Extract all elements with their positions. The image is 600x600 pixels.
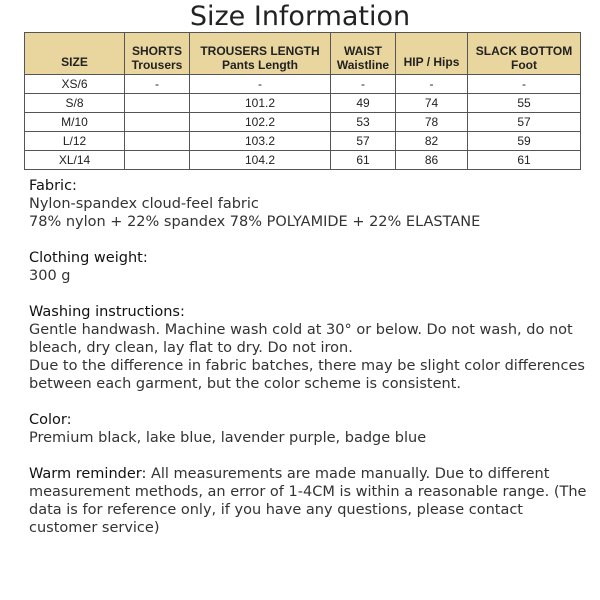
cell-hip: 82 [396,132,468,151]
weight-section [29,249,591,285]
cell-slack-bottom: - [468,75,581,94]
table-row [25,151,581,170]
cell-slack-bottom: 57 [468,113,581,132]
header-waist-line1: WAIST [344,44,382,58]
cell-trousers-length: 103.2 [190,132,331,151]
color-value: Premium black, lake blue, lavender purple, badge blue [29,430,427,446]
cell-hip: 86 [396,151,468,170]
cell-hip: 74 [396,94,468,113]
cell-size: L/12 [25,132,125,151]
table-row [25,132,581,151]
table-row [25,94,581,113]
product-info [29,177,591,537]
header-trousers-length-line2: Pants Length [221,58,298,72]
cell-slack-bottom: 55 [468,94,581,113]
cell-shorts [125,151,190,170]
cell-waist: 53 [331,113,396,132]
weight-value: 300 g [29,268,71,284]
cell-slack-bottom: 61 [468,151,581,170]
cell-shorts [125,113,190,132]
page-title: Size Information [189,1,411,32]
reminder-text: All measurements are made manually. Due to different measurement methods, an error of 1-4CM is within a reasonable range. (The data is for reference only, if you have any questions, please contact customer service) [29,466,587,536]
cell-trousers-length: - [190,75,331,94]
reminder-paragraph [29,465,591,537]
header-trousers-length-line1: TROUSERS LENGTH [200,44,320,58]
header-shorts [125,33,190,75]
header-slack-bottom [468,33,581,75]
header-shorts-line1: SHORTS [131,44,182,58]
washing-heading: Washing instructions: [29,304,185,320]
cell-waist: 61 [331,151,396,170]
cell-shorts [125,94,190,113]
header-waist-line2: Waistline [336,58,390,72]
header-waist [331,33,396,75]
cell-size: S/8 [25,94,125,113]
header-trousers-length [190,33,331,75]
cell-waist: 57 [331,132,396,151]
cell-trousers-length: 101.2 [190,94,331,113]
cell-size: M/10 [25,113,125,132]
cell-hip: - [396,75,468,94]
cell-hip: 78 [396,113,468,132]
header-hip-label: HIP / Hips [403,55,460,69]
washing-text-2: Due to the difference in fabric batches, there may be slight color differences between each garment, but the color scheme is consistent. [29,358,585,392]
cell-slack-bottom: 59 [468,132,581,151]
table-row [25,113,581,132]
fabric-section [29,177,591,231]
reminder-section [29,465,591,537]
fabric-line-2: 78% nylon + 22% spandex 78% POLYAMIDE + 22% ELASTANE [29,214,481,230]
cell-trousers-length: 102.2 [190,113,331,132]
cell-shorts [125,132,190,151]
color-heading: Color: [29,412,72,428]
washing-text-1: Gentle handwash. Machine wash cold at 30° or below. Do not wash, do not bleach, dry clean, lay flat to dry. Do not iron. [29,322,573,356]
fabric-heading: Fabric: [29,178,77,194]
header-size-label: SIZE [61,55,88,69]
fabric-line-1: Nylon-spandex cloud-feel fabric [29,196,259,212]
cell-trousers-length: 104.2 [190,151,331,170]
washing-section [29,303,591,393]
header-shorts-line2: Trousers [131,58,183,72]
weight-heading: Clothing weight: [29,250,148,266]
table-row [25,75,581,94]
cell-size: XS/6 [25,75,125,94]
cell-waist: 49 [331,94,396,113]
reminder-heading: Warm reminder: [29,466,147,482]
header-size [25,33,125,75]
size-table [24,32,581,170]
size-table-header-row [25,33,581,75]
cell-shorts: - [125,75,190,94]
header-hip [396,33,468,75]
cell-size: XL/14 [25,151,125,170]
cell-waist: - [331,75,396,94]
color-section [29,411,591,447]
header-slack-bottom-line2: Foot [511,58,537,72]
header-slack-bottom-line1: SLACK BOTTOM [475,44,573,58]
